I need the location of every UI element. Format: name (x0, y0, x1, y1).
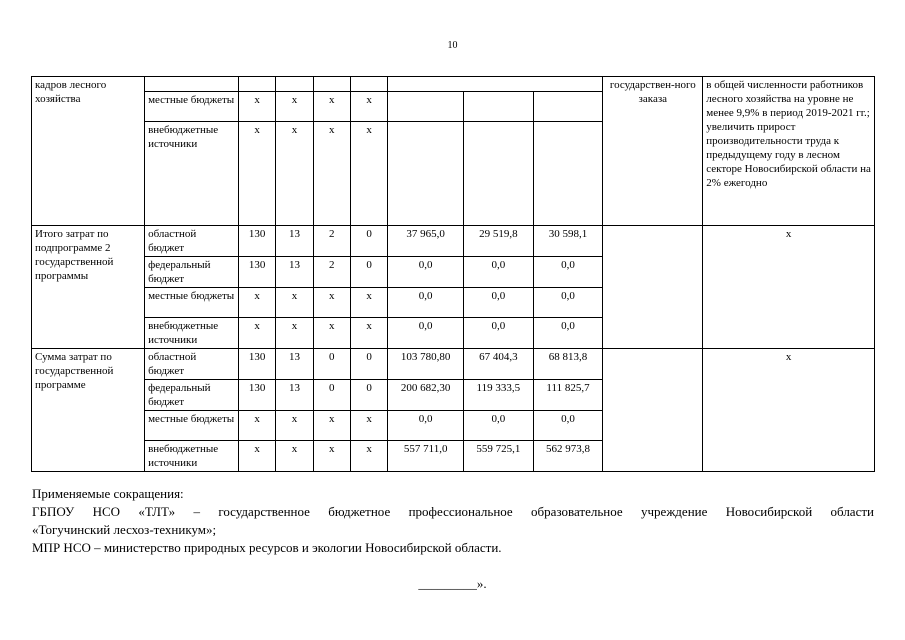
result-cell: x (703, 226, 875, 349)
code-cell: x (350, 92, 387, 122)
amount-cell (533, 122, 603, 226)
page-number: 10 (447, 40, 458, 51)
funding-source-cell: местные бюджеты (145, 92, 239, 122)
amount-cell: 0,0 (533, 257, 603, 288)
code-cell: x (238, 441, 275, 472)
code-cell: x (350, 288, 387, 318)
amount-cell: 119 333,5 (464, 380, 534, 411)
amount-cell: 0,0 (464, 257, 534, 288)
funding-source-cell: внебюджетные источники (145, 441, 239, 472)
code-cell: x (276, 318, 313, 349)
code-cell: 13 (276, 226, 313, 257)
code-cell: x (238, 92, 275, 122)
funding-source-cell: областной бюджет (145, 349, 239, 380)
amount-cell (388, 77, 603, 92)
code-cell: x (313, 288, 350, 318)
code-cell: x (276, 411, 313, 441)
amount-cell (533, 92, 603, 122)
code-cell: x (238, 288, 275, 318)
amount-cell (464, 122, 534, 226)
code-cell: x (313, 318, 350, 349)
amount-cell: 562 973,8 (533, 441, 603, 472)
code-cell: 13 (276, 257, 313, 288)
amount-cell: 0,0 (388, 288, 464, 318)
executor-cell (603, 349, 703, 472)
amount-cell: 30 598,1 (533, 226, 603, 257)
executor-cell: государствен-ного заказа (603, 77, 703, 226)
code-cell: 0 (313, 380, 350, 411)
funding-source-cell: местные бюджеты (145, 411, 239, 441)
amount-cell (464, 92, 534, 122)
code-cell: x (313, 411, 350, 441)
code-cell: 130 (238, 349, 275, 380)
result-cell: в общей численности работников лесного хозяйства на уровне не менее 9,9% в период 2019-2021 гг.; увеличить прирост производительности труда к предыдущему году в лесном секторе Новосибирской области на 2% ежегодно (703, 77, 875, 226)
code-cell: x (350, 441, 387, 472)
code-cell (350, 77, 387, 92)
notes-heading: Применяемые сокращения: (32, 486, 184, 501)
executor-cell (603, 226, 703, 349)
budget-table (31, 76, 875, 472)
code-cell: 2 (313, 226, 350, 257)
result-cell: x (703, 349, 875, 472)
code-cell: 130 (238, 257, 275, 288)
amount-cell: 200 682,30 (388, 380, 464, 411)
code-cell: x (313, 122, 350, 226)
notes-line-2: «Тогучинский лесхоз-техникум»; (32, 522, 217, 537)
table-row (32, 349, 875, 380)
code-cell: x (238, 318, 275, 349)
amount-cell: 559 725,1 (464, 441, 534, 472)
funding-source-cell: внебюджетные источники (145, 318, 239, 349)
code-cell: x (350, 122, 387, 226)
funding-source-cell (145, 77, 239, 92)
code-cell: 130 (238, 380, 275, 411)
code-cell: x (276, 288, 313, 318)
amount-cell: 29 519,8 (464, 226, 534, 257)
amount-cell: 67 404,3 (464, 349, 534, 380)
code-cell: 13 (276, 349, 313, 380)
funding-source-cell: областной бюджет (145, 226, 239, 257)
funding-source-cell: местные бюджеты (145, 288, 239, 318)
amount-cell: 0,0 (464, 288, 534, 318)
amount-cell: 0,0 (533, 318, 603, 349)
amount-cell: 37 965,0 (388, 226, 464, 257)
notes-line-1: ГБПОУ НСО «ТЛТ» – государственное бюджетное профессиональное образовательное учреждение Новосибирской области (32, 504, 874, 519)
funding-source-cell: внебюджетные источники (145, 122, 239, 226)
amount-cell (388, 122, 464, 226)
amount-cell: 557 711,0 (388, 441, 464, 472)
funding-source-cell: федеральный бюджет (145, 257, 239, 288)
code-cell: x (276, 441, 313, 472)
amount-cell (388, 92, 464, 122)
amount-cell: 0,0 (388, 318, 464, 349)
abbreviations-notes (32, 485, 874, 557)
code-cell: x (238, 122, 275, 226)
amount-cell: 68 813,8 (533, 349, 603, 380)
amount-cell: 111 825,7 (533, 380, 603, 411)
table-row (32, 77, 875, 92)
amount-cell: 103 780,80 (388, 349, 464, 380)
code-cell: x (276, 92, 313, 122)
block-label: Сумма затрат по государственной программе (32, 349, 145, 472)
code-cell: 0 (350, 226, 387, 257)
closing-mark: _________». (418, 576, 487, 591)
amount-cell: 0,0 (388, 411, 464, 441)
code-cell (313, 77, 350, 92)
code-cell: x (276, 122, 313, 226)
amount-cell: 0,0 (464, 318, 534, 349)
budget-table-body (32, 77, 875, 472)
code-cell: x (313, 92, 350, 122)
amount-cell: 0,0 (464, 411, 534, 441)
code-cell (238, 77, 275, 92)
code-cell: 0 (350, 257, 387, 288)
row-label: кадров лесного хозяйства (32, 77, 145, 226)
code-cell: x (350, 411, 387, 441)
code-cell: x (313, 441, 350, 472)
funding-source-cell: федеральный бюджет (145, 380, 239, 411)
code-cell: x (350, 318, 387, 349)
code-cell: 2 (313, 257, 350, 288)
code-cell: 130 (238, 226, 275, 257)
amount-cell: 0,0 (533, 411, 603, 441)
code-cell: 0 (313, 349, 350, 380)
amount-cell: 0,0 (533, 288, 603, 318)
block-label: Итого затрат по подпрограмме 2 государственной программы (32, 226, 145, 349)
code-cell: 0 (350, 380, 387, 411)
code-cell: 0 (350, 349, 387, 380)
table-row (32, 226, 875, 257)
code-cell: x (238, 411, 275, 441)
notes-line-3: МПР НСО – министерство природных ресурсов и экологии Новосибирской области. (32, 540, 502, 555)
amount-cell: 0,0 (388, 257, 464, 288)
code-cell (276, 77, 313, 92)
code-cell: 13 (276, 380, 313, 411)
